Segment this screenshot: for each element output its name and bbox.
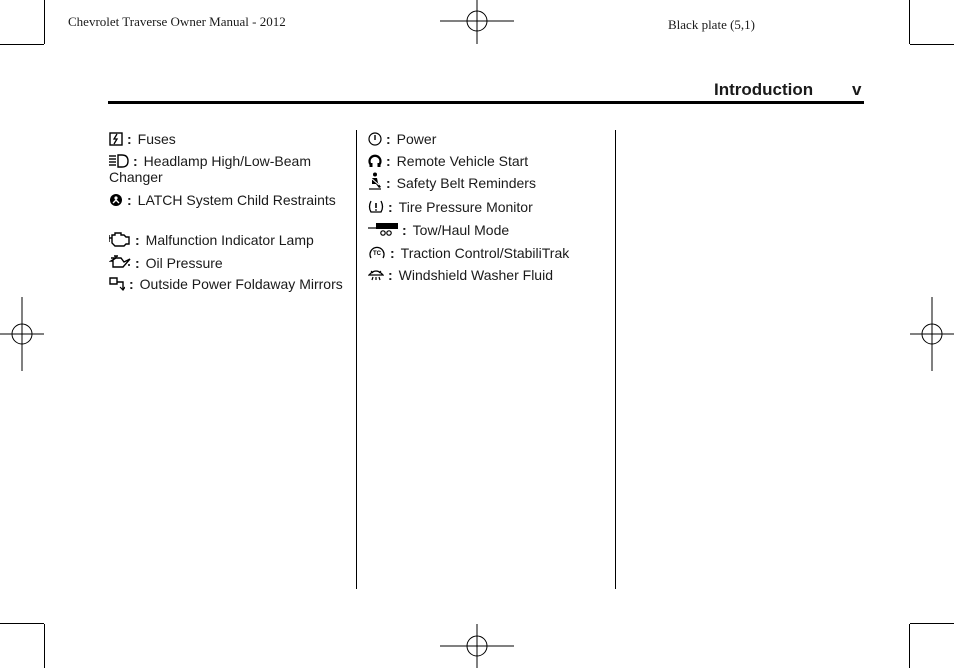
header-rule bbox=[108, 101, 864, 104]
item-label: Tire Pressure Monitor bbox=[398, 199, 533, 215]
list-item: : LATCH System Child Restraints bbox=[109, 192, 344, 208]
list-item: : Outside Power Foldaway Mirrors bbox=[109, 276, 344, 292]
list-item: TC : Traction Control/StabiliTrak bbox=[368, 244, 608, 261]
list-item: : Fuses bbox=[109, 131, 344, 147]
item-label: Headlamp High/Low-Beam Changer bbox=[109, 153, 311, 185]
registration-mark-top bbox=[440, 0, 514, 44]
registration-mark-right bbox=[910, 297, 954, 371]
manual-title: Chevrolet Traverse Owner Manual - 2012 bbox=[68, 14, 286, 29]
item-label: LATCH System Child Restraints bbox=[137, 192, 336, 208]
power-icon bbox=[368, 132, 382, 146]
column-divider bbox=[356, 130, 357, 589]
crop-mark bbox=[44, 624, 45, 668]
item-label: Fuses bbox=[137, 131, 176, 147]
washer-fluid-icon bbox=[368, 268, 384, 282]
column-divider bbox=[615, 130, 616, 589]
list-item: : Windshield Washer Fluid bbox=[368, 267, 603, 283]
section-title: Introduction bbox=[714, 80, 814, 99]
list-item: : Malfunction Indicator Lamp bbox=[109, 231, 349, 248]
remote-start-icon bbox=[368, 154, 382, 168]
registration-mark-bottom bbox=[440, 624, 514, 668]
crop-mark bbox=[909, 0, 910, 44]
item-label: Traction Control/StabiliTrak bbox=[400, 245, 570, 261]
plate-label: Black plate (5,1) bbox=[668, 17, 755, 32]
crop-mark bbox=[910, 623, 954, 624]
latch-child-restraint-icon bbox=[109, 193, 123, 207]
list-item: : Headlamp High/Low-Beam Changer bbox=[109, 153, 311, 185]
engine-malfunction-icon bbox=[109, 231, 131, 247]
item-label: Power bbox=[396, 131, 437, 147]
list-item: : Tire Pressure Monitor bbox=[368, 199, 603, 215]
crop-mark bbox=[910, 44, 954, 45]
item-label: Outside Power Foldaway Mirrors bbox=[139, 276, 343, 292]
crop-mark bbox=[0, 623, 44, 624]
item-label: Windshield Washer Fluid bbox=[398, 267, 553, 283]
folding-mirror-icon bbox=[109, 277, 125, 291]
list-item: : Remote Vehicle Start bbox=[368, 153, 603, 169]
oil-can-icon bbox=[109, 254, 131, 270]
traction-control-icon bbox=[368, 244, 386, 260]
crop-mark bbox=[909, 624, 910, 668]
svg-text:TC: TC bbox=[373, 251, 381, 257]
item-label: Malfunction Indicator Lamp bbox=[145, 232, 314, 248]
fuses-icon bbox=[109, 132, 123, 146]
list-item: : Tow/Haul Mode bbox=[368, 222, 603, 238]
list-item: : Power bbox=[368, 131, 603, 147]
item-label: Tow/Haul Mode bbox=[412, 222, 510, 238]
tire-pressure-icon bbox=[368, 200, 384, 214]
seat-belt-icon bbox=[368, 172, 382, 190]
item-label: Remote Vehicle Start bbox=[396, 153, 529, 169]
tow-haul-icon bbox=[368, 223, 398, 237]
crop-mark bbox=[0, 44, 44, 45]
list-item: : Oil Pressure bbox=[109, 254, 344, 271]
registration-mark-left bbox=[0, 297, 44, 371]
item-label: Safety Belt Reminders bbox=[396, 175, 536, 191]
crop-mark bbox=[44, 0, 45, 44]
headlamp-beam-icon bbox=[109, 154, 129, 168]
item-label: Oil Pressure bbox=[145, 255, 223, 271]
page-number: v bbox=[852, 80, 862, 99]
list-item: : Safety Belt Reminders bbox=[368, 172, 603, 191]
